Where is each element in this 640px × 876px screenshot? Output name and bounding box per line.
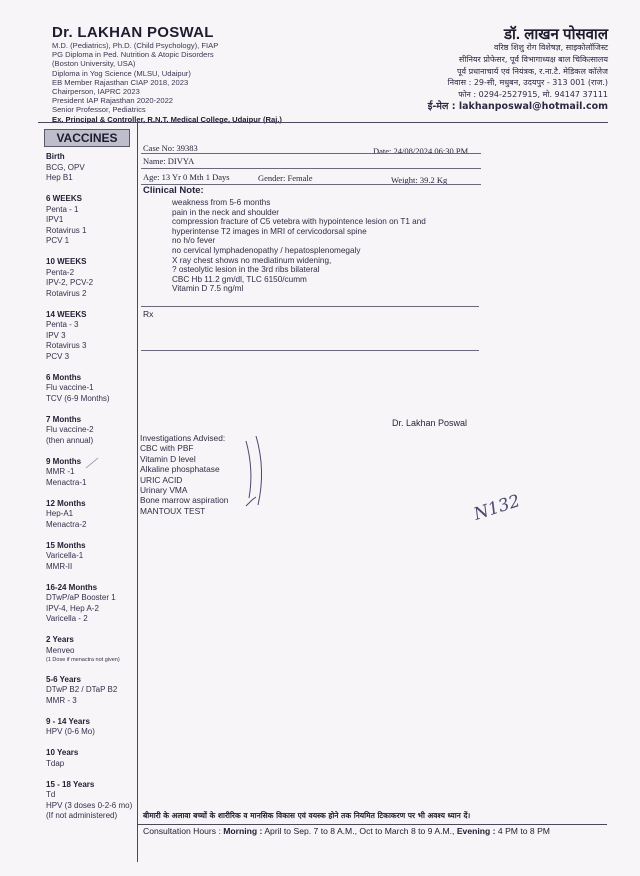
footer-divider — [137, 824, 607, 825]
doctor-name-hindi: डॉ. लाखन पोसवाल — [503, 26, 608, 43]
vaccine-item: Td — [46, 790, 56, 799]
patient-name: Name: DIVYA — [143, 156, 195, 166]
vaccine-item: Flu vaccine-1 — [46, 383, 94, 392]
vaccine-item: PCV 1 — [46, 236, 70, 245]
vaccine-age-heading: 12 Months — [46, 498, 86, 508]
vaccine-item: Penta-2 — [46, 267, 75, 277]
qualification-line: Chairperson, IAPRC 2023 — [52, 87, 140, 97]
vaccine-age-heading: 15 Months — [46, 540, 86, 550]
pen-bracket-mark — [246, 441, 251, 498]
clinical-note-label: Clinical Note: — [143, 185, 204, 196]
vaccine-item: IPV-4, Hep A-2 — [46, 603, 99, 613]
vaccine-item: Rotavirus 3 — [46, 341, 87, 350]
pen-tick-mark — [246, 497, 256, 506]
patient-age: Age: 13 Yr 0 Mth 1 Days — [143, 172, 230, 182]
clinical-note-line: no cervical lymphadenopathy / hepatosplenomegaly — [172, 245, 361, 255]
vaccine-item: Flu vaccine-2 — [46, 425, 94, 434]
qualification-line: EB Member Rajasthan CIAP 2018, 2023 — [52, 77, 189, 87]
qualification-line: Diploma in Yog Science (MLSU, Udaipur) — [52, 68, 191, 78]
vaccine-item: DTwP B2 / DTaP B2 — [46, 685, 118, 694]
qualification-line: M.D. (Pediatrics), Ph.D. (Child Psychology), FIAP — [52, 41, 219, 50]
visit-date: Date: 24/08/2024 06:30 PM — [373, 146, 469, 156]
hindi-line: वरिष्ठ शिशु रोग विशेषज्ञ, साइकोलॉजिस्ट — [493, 43, 608, 52]
hindi-line: सीनियर प्रोफेसर, पूर्व विभागाध्यक्ष बाल चिकित्सालय — [458, 54, 608, 64]
vaccine-age-heading: Birth — [46, 152, 65, 161]
vaccine-item: Penta - 1 — [46, 204, 79, 214]
evening-hours: 4 PM to 8 PM — [497, 826, 550, 836]
patient-weight: Weight: 39.2 Kg — [391, 175, 448, 185]
vaccine-item: Hep B1 — [46, 173, 73, 182]
clinical-note-line: pain in the neck and shoulder — [172, 207, 279, 217]
qualification-line: PG Diploma in Ped. Nutrition & Atopic Disorders — [52, 50, 214, 60]
clinical-note-line: Vitamin D 7.5 ng/ml — [172, 284, 244, 294]
vaccine-item: Varicella-1 — [46, 551, 84, 560]
vaccine-age-heading: 10 WEEKS — [46, 257, 87, 266]
vaccine-item: IPV 3 — [46, 330, 66, 340]
morning-hours: April to Sep. 7 to 8 A.M., Oct to March 8 to 9 A.M., — [264, 826, 455, 836]
vaccine-age-heading: 16-24 Months — [46, 582, 98, 592]
vaccine-age-heading: 9 - 14 Years — [46, 716, 90, 726]
qualification-line: (Boston University, USA) — [52, 59, 136, 69]
clinical-note-line: CBC Hb 11.2 gm/dl, TLC 6150/cumm — [172, 274, 307, 284]
morning-label: Morning : — [223, 826, 263, 836]
vaccine-item: HPV (0-6 Mo) — [46, 727, 95, 736]
hindi-line: पूर्व प्रधानाचार्य एवं नियंत्रक, र.ना.टै. मेडिकल कॉलेज — [457, 66, 608, 76]
vaccine-item: MMR-II — [46, 561, 73, 571]
vaccine-item: Menactra-2 — [46, 519, 87, 529]
clinical-note-line: ? osteolytic lesion in the 3rd ribs bilateral — [172, 265, 320, 275]
vaccine-item: DTwP/aP Booster 1 — [46, 593, 116, 602]
vaccine-item: TCV (6-9 Months) — [46, 393, 110, 403]
consult-label: Consultation Hours : — [143, 826, 221, 836]
vaccine-age-heading: 14 WEEKS — [46, 309, 87, 319]
vaccine-age-heading: 10 Years — [46, 748, 79, 757]
clinical-note-line: weakness from 5-6 months — [172, 198, 271, 207]
vaccine-item: Penta - 3 — [46, 320, 79, 329]
qualification-line: Senior Professor, Pediatrics — [52, 105, 146, 115]
vaccine-item: Rotavirus 2 — [46, 288, 87, 298]
vaccine-item: Tdap — [46, 758, 65, 768]
vaccine-age-heading: 6 WEEKS — [46, 194, 83, 203]
vaccine-item: Rotavirus 1 — [46, 225, 87, 235]
vaccine-item: BCG, OPV — [46, 162, 85, 172]
consultation-hours — [143, 826, 550, 836]
investigation-item: Vitamin D level — [140, 453, 196, 464]
vaccine-item: MMR - 3 — [46, 695, 77, 705]
vaccine-item: Hep-A1 — [46, 509, 74, 518]
clinical-note-line: compression fracture of C5 vetebra with hypointence lesion on T1 and — [172, 217, 426, 227]
clinical-note-line: no h/o fever — [172, 236, 216, 246]
investigation-item: Bone marrow aspiration — [140, 495, 229, 506]
vaccine-item: (then annual) — [46, 435, 94, 445]
vaccine-item: HPV (3 doses 0-2-6 mo) — [46, 800, 133, 810]
vaccine-note: (1 Dose if menactra not given) — [46, 657, 120, 663]
vaccine-item: (If not administered) — [46, 811, 118, 820]
vaccine-item: Varicella - 2 — [46, 614, 88, 623]
rx-label: Rx — [143, 309, 154, 319]
email: ई-मेल : lakhanposwal@hotmail.com — [427, 100, 608, 112]
vaccines-title: VACCINES — [44, 129, 130, 147]
vaccine-age-heading: 15 - 18 Years — [46, 779, 95, 789]
vaccine-item: MMR -1 — [46, 467, 75, 476]
handwritten-note: N132 — [471, 491, 523, 525]
qualification-line: Ex. Principal & Controller, R.N.T. Medical College, Udaipur (Raj.) — [52, 114, 282, 124]
investigation-item: Alkaline phosphatase — [140, 464, 220, 475]
clinical-note-line: hyperintense T2 images in MRI of cervicodorsal spine — [172, 226, 367, 236]
investigation-item: CBC with PBF — [140, 443, 194, 454]
vaccine-item: Menactra-1 — [46, 477, 87, 487]
vaccine-item: IPV-2, PCV-2 — [46, 278, 94, 287]
vaccine-age-heading: 6 Months — [46, 372, 82, 382]
investigation-item: URIC ACID — [140, 474, 183, 485]
evening-label: Evening : — [456, 826, 496, 836]
vaccine-item: PCV 3 — [46, 351, 70, 361]
footer-hindi-note: बीमारी के अलावा बच्चों के शारीरिक व मानसिक विकास एवं वयस्क होने तक नियमित टिकाकरण पर भी अवश्य ध्यान दें। — [143, 811, 471, 820]
vaccine-age-heading: 9 Months — [46, 456, 82, 466]
pen-stroke-mark — [86, 458, 98, 468]
vaccine-item: IPV1 — [46, 215, 64, 224]
vaccine-age-heading: 2 Years — [46, 635, 74, 644]
clinical-note-line: X ray chest shows no mediatinum widening, — [172, 255, 332, 265]
doctor-name: Dr. LAKHAN POSWAL — [52, 24, 214, 41]
vaccine-item: Menveo — [46, 645, 75, 655]
investigations-label: Investigations Advised: — [140, 433, 226, 443]
investigation-item: Urinary VMA — [140, 485, 188, 496]
vaccine-age-heading: 7 Months — [46, 414, 82, 424]
case-number: Case No: 39383 — [143, 143, 198, 153]
patient-gender: Gender: Female — [258, 173, 313, 183]
vaccine-age-heading: 5-6 Years — [46, 674, 81, 684]
hindi-line: निवास : 29-सी, मधुबन, उदयपुर - 313 001 (राज.) — [447, 78, 608, 88]
qualification-line: President IAP Rajasthan 2020-2022 — [52, 96, 174, 106]
hindi-line: फोन : 0294-2527915, मो. 94147 37111 — [458, 90, 608, 100]
doctor-signature: Dr. Lakhan Poswal — [392, 418, 468, 428]
investigation-item: MANTOUX TEST — [140, 505, 206, 516]
pen-bracket-mark — [256, 436, 262, 505]
